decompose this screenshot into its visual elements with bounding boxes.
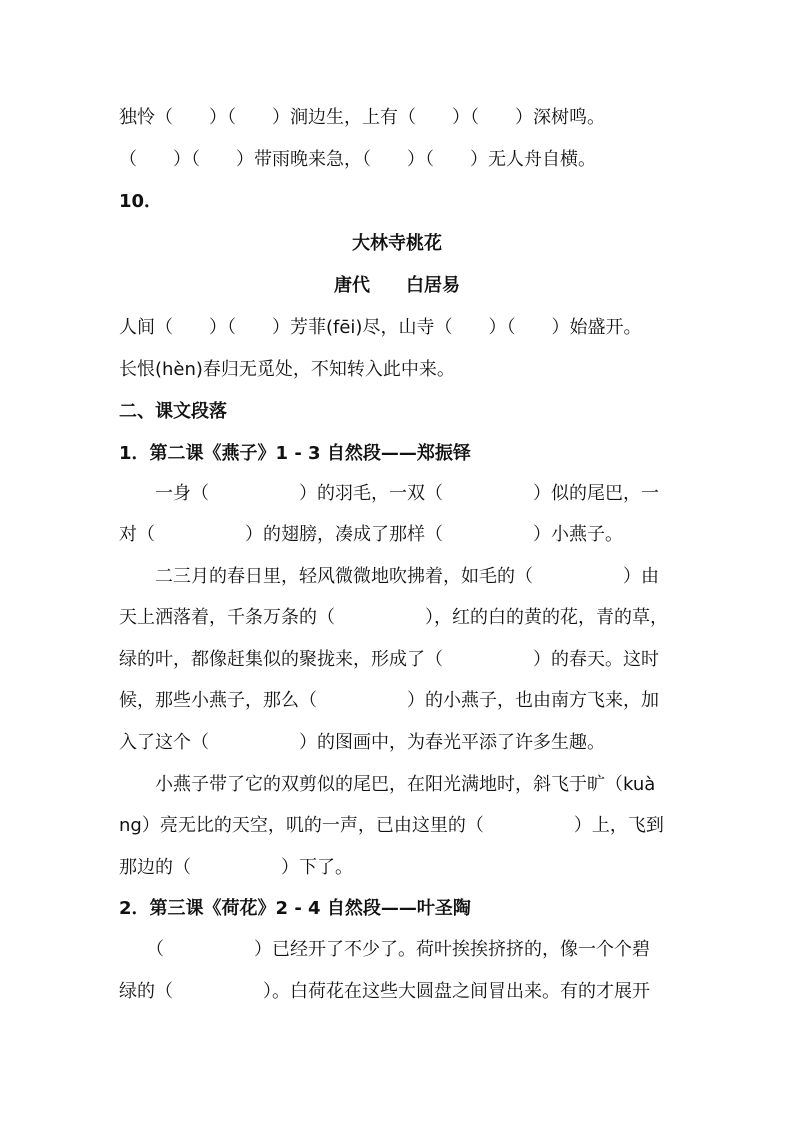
item1-paragraph-line: 一身（ ）的羽毛，一双（ ）似的尾巴，一 [119, 483, 659, 504]
item1-paragraph-line: 候，那些小燕子，那么（ ）的小燕子，也由南方飞来，加 [119, 690, 659, 711]
poem1-line1: 独怜（ ）（ ）涧边生，上有（ ）（ ）深树鸣。 [119, 107, 605, 128]
item1-paragraph-line: 天上洒落着，千条万条的（ ），红的白的黄的花，青的草， [119, 607, 668, 628]
item2-paragraph-line: （ ）已经开了不少了。荷叶挨挨挤挤的，像一个个碧 [119, 939, 650, 960]
item2-paragraph-line: 绿的（ ）。白荷花在这些大圆盘之间冒出来。有的才展开 [119, 981, 650, 1002]
poem2-title: 大林寺桃花 [352, 233, 442, 254]
item1-heading: 1．第二课《燕子》1 - 3 自然段——郑振铎 [119, 443, 471, 464]
item1-paragraph-line: 入了这个（ ）的图画中，为春光平添了许多生趣。 [119, 732, 605, 753]
poem2-line2: 长恨(hèn)春归无觅处，不知转入此中来。 [119, 359, 455, 380]
item1-paragraph-line: 那边的（ ）下了。 [119, 857, 353, 878]
item1-paragraph-line: 对（ ）的翅膀，凑成了那样（ ）小燕子。 [119, 524, 623, 545]
poem2-author: 唐代 白居易 [334, 275, 460, 296]
item1-paragraph-line: 绿的叶，都像赶集似的聚拢来，形成了（ ）的春天。这时 [119, 649, 659, 670]
section2-heading: 二、课文段落 [119, 401, 227, 422]
item2-heading: 2．第三课《荷花》2 - 4 自然段——叶圣陶 [119, 898, 471, 919]
item1-paragraph-line: 二三月的春日里，轻风微微地吹拂着，如毛的（ ）由 [119, 566, 659, 587]
poem1-line2: （ ）（ ）带雨晚来急，（ ）（ ）无人舟自横。 [119, 149, 596, 170]
item1-paragraph-line: 小燕子带了它的双剪似的尾巴，在阳光满地时，斜飞于旷（kuà [119, 774, 656, 795]
poem2-line1: 人间（ ）（ ）芳菲(fēi)尽，山寺（ ）（ ）始盛开。 [119, 317, 642, 338]
item10-number: 10． [119, 191, 163, 212]
item1-paragraph-line: ng）亮无比的天空，叽的一声，已由这里的（ ）上，飞到 [119, 815, 664, 836]
